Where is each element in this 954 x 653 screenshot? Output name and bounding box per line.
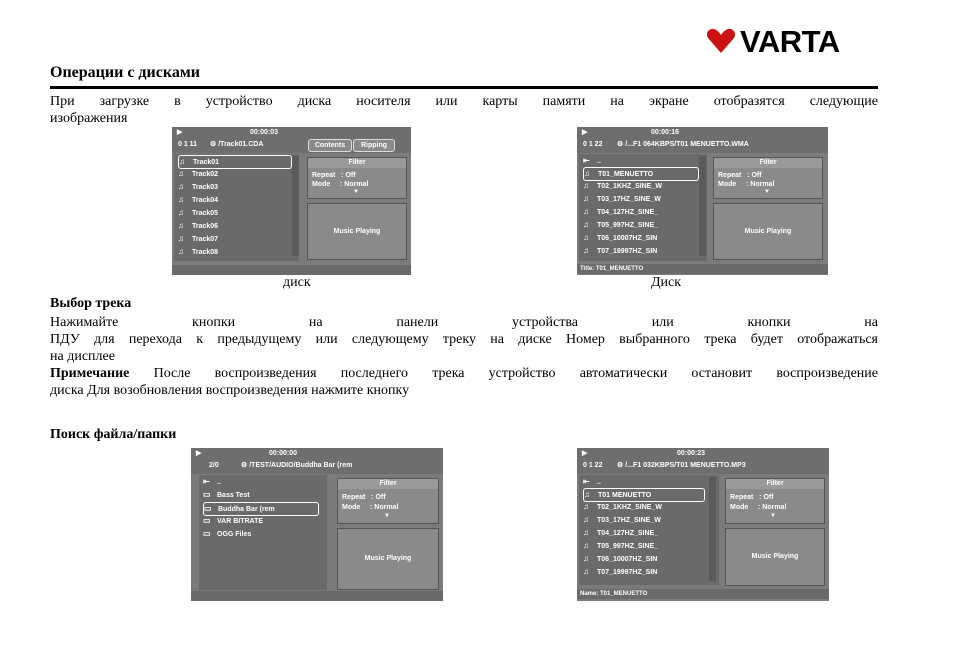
play-icon: ▶ bbox=[582, 129, 588, 136]
screen-mp3-files bbox=[577, 448, 829, 601]
list-item[interactable]: ▭ Buddha Bar (rem bbox=[203, 502, 319, 516]
filter-panel bbox=[713, 157, 823, 199]
mode-setting: Mode : Normal bbox=[312, 181, 369, 188]
status-panel: Music Playing bbox=[713, 203, 823, 260]
list-item[interactable]: ♫ T06_10007HZ_SIN bbox=[583, 554, 658, 563]
music-note-icon: ♫ bbox=[179, 157, 185, 166]
folder-icon: ▭ bbox=[203, 529, 211, 538]
intro-line-1: При загрузке в устройство диска носителя или карты памяти на экране отобразятся следующие bbox=[50, 94, 878, 109]
filter-header[interactable]: Filter bbox=[308, 158, 406, 168]
repeat-setting: Repeat : Off bbox=[718, 172, 762, 179]
dropdown-arrow-icon[interactable]: ▼ bbox=[384, 513, 390, 519]
dropdown-arrow-icon[interactable]: ▼ bbox=[770, 513, 776, 519]
path: ⚙ /Track01.CDA bbox=[210, 141, 264, 148]
list-item[interactable]: ♫ T05_997HZ_SINE_ bbox=[583, 220, 659, 229]
list-item[interactable]: ▭ Bass Test bbox=[203, 490, 250, 499]
list-item[interactable]: ♫ T02_1KHZ_SINE_W bbox=[583, 502, 662, 511]
folder-icon: ▭ bbox=[204, 504, 212, 513]
time: 00:00:23 bbox=[677, 450, 706, 457]
music-note-icon: ♫ bbox=[178, 195, 184, 204]
heart-icon bbox=[706, 28, 736, 54]
list-item[interactable]: ♫ Track04 bbox=[178, 195, 219, 204]
track-position: 2/0 bbox=[209, 462, 219, 469]
varta-logo bbox=[706, 24, 882, 59]
note-label: Примечание bbox=[50, 366, 130, 381]
path: ⚙ /TEST/AUDIO/Buddha Bar (rem bbox=[241, 462, 353, 469]
tab-contents[interactable]: Contents bbox=[308, 139, 352, 152]
music-note-icon: ♫ bbox=[178, 169, 184, 178]
music-note-icon: ♫ bbox=[583, 207, 589, 216]
music-note-icon: ♫ bbox=[583, 541, 589, 550]
track-line-2: ПДУ для перехода к предыдущему или следующему треку на диске Номер выбранного трека будет отображаться bbox=[50, 332, 878, 347]
path: ⚙ /...F1 064KBPS/T01 MENUETTO.WMA bbox=[617, 141, 749, 148]
folder-icon: ▭ bbox=[203, 516, 211, 525]
music-note-icon: ♫ bbox=[584, 490, 590, 499]
folder-up-icon: ⇤ bbox=[203, 477, 210, 486]
screen-folders bbox=[191, 448, 443, 601]
title-divider bbox=[50, 86, 878, 89]
music-note-icon: ♫ bbox=[178, 234, 184, 243]
list-item[interactable]: ♫ Track01 bbox=[178, 155, 292, 169]
section-track-heading: Выбор трека bbox=[50, 296, 132, 311]
scrollbar[interactable] bbox=[699, 156, 706, 256]
footer-bar bbox=[191, 591, 443, 601]
list-item[interactable]: ♫ Track03 bbox=[178, 182, 219, 191]
list-item[interactable]: ⇤ .. bbox=[583, 156, 601, 165]
music-note-icon: ♫ bbox=[583, 181, 589, 190]
repeat-setting: Repeat : Off bbox=[730, 494, 774, 501]
footer-bar: Title: T01_MENUETTO bbox=[577, 264, 828, 274]
list-item[interactable]: ♫ T07_19997HZ_SIN bbox=[583, 567, 658, 576]
caption-left: диск bbox=[283, 275, 311, 290]
music-note-icon: ♫ bbox=[583, 246, 589, 255]
scrollbar[interactable] bbox=[709, 477, 716, 581]
status-panel: Music Playing bbox=[725, 528, 825, 586]
tab-ripping[interactable]: Ripping bbox=[353, 139, 395, 152]
filter-panel bbox=[307, 157, 407, 199]
filter-header[interactable]: Filter bbox=[338, 479, 438, 489]
folder-up-icon: ⇤ bbox=[583, 477, 590, 486]
music-note-icon: ♫ bbox=[584, 169, 590, 178]
list-item[interactable]: ♫ Track02 bbox=[178, 169, 219, 178]
filter-header[interactable]: Filter bbox=[726, 479, 824, 489]
play-icon: ▶ bbox=[582, 450, 588, 457]
filter-header[interactable]: Filter bbox=[714, 158, 822, 168]
screen-wma-files bbox=[577, 127, 828, 275]
list-item[interactable]: ♫ T03_17HZ_SINE_W bbox=[583, 194, 661, 203]
play-icon: ▶ bbox=[177, 129, 183, 136]
repeat-setting: Repeat : Off bbox=[312, 172, 356, 179]
list-item[interactable]: ♫ T06_10007HZ_SIN bbox=[583, 233, 658, 242]
list-item[interactable]: ♫ Track08 bbox=[178, 247, 219, 256]
section-search-heading: Поиск файла/папки bbox=[50, 427, 177, 442]
music-note-icon: ♫ bbox=[178, 247, 184, 256]
brand-name: VARTA bbox=[740, 24, 840, 59]
list-item[interactable]: ♫ T04_127HZ_SINE_ bbox=[583, 528, 659, 537]
scrollbar[interactable] bbox=[292, 156, 299, 256]
path: ⚙ /...F1 032KBPS/T01 MENUETTO.MP3 bbox=[617, 462, 746, 469]
note-line-2: диска Для возобновления воспроизведения нажмите кнопку bbox=[50, 383, 410, 398]
time: 00:00:03 bbox=[250, 129, 279, 136]
music-note-icon: ♫ bbox=[583, 194, 589, 203]
track-position: 0 1 22 bbox=[583, 462, 603, 469]
note-line-1: Примечание После воспроизведения последнего трека устройство автоматически остановит воспроизведение bbox=[50, 366, 879, 381]
track-line-1: Нажимайте кнопки на панели устройства или кнопки на bbox=[50, 315, 878, 330]
list-item[interactable]: ♫ T07_19997HZ_SIN bbox=[583, 246, 658, 255]
filter-panel bbox=[337, 478, 439, 524]
filter-panel bbox=[725, 478, 825, 524]
track-line-3: на дисплее bbox=[50, 349, 115, 364]
list-item[interactable]: ⇤ .. bbox=[583, 477, 601, 486]
time: 00:00:00 bbox=[269, 450, 298, 457]
music-note-icon: ♫ bbox=[583, 528, 589, 537]
list-item[interactable]: ♫ Track05 bbox=[178, 208, 219, 217]
music-note-icon: ♫ bbox=[178, 208, 184, 217]
list-item[interactable]: ⇤ .. bbox=[203, 477, 221, 486]
list-item[interactable]: ♫ Track07 bbox=[178, 234, 219, 243]
music-note-icon: ♫ bbox=[583, 502, 589, 511]
page-title: Операции с дисками bbox=[50, 64, 200, 81]
list-item[interactable]: ♫ T01_MENUETTO bbox=[583, 167, 699, 181]
mode-setting: Mode : Normal bbox=[342, 504, 399, 511]
list-item[interactable]: ♫ T01 MENUETTO bbox=[583, 488, 705, 502]
mode-setting: Mode : Normal bbox=[718, 181, 775, 188]
dropdown-arrow-icon[interactable]: ▼ bbox=[353, 189, 359, 195]
footer-bar bbox=[172, 265, 411, 275]
footer-bar: Name: T01_MENUETTO bbox=[577, 589, 829, 599]
track-position: 0 1 22 bbox=[583, 141, 603, 148]
caption-right: Диск bbox=[651, 275, 682, 290]
mode-setting: Mode : Normal bbox=[730, 504, 787, 511]
music-note-icon: ♫ bbox=[178, 182, 184, 191]
list-item[interactable]: ▭ VAR BITRATE bbox=[203, 516, 264, 525]
list-item[interactable]: ♫ T04_127HZ_SINE_ bbox=[583, 207, 659, 216]
music-note-icon: ♫ bbox=[583, 554, 589, 563]
play-icon: ▶ bbox=[196, 450, 202, 457]
screen-cd-tracks bbox=[172, 127, 411, 275]
music-note-icon: ♫ bbox=[178, 221, 184, 230]
dropdown-arrow-icon[interactable]: ▼ bbox=[764, 189, 770, 195]
music-note-icon: ♫ bbox=[583, 515, 589, 524]
list-item[interactable]: ▭ OGG Files bbox=[203, 529, 252, 538]
track-position: 0 1 11 bbox=[178, 141, 198, 148]
intro-line-2: изображения bbox=[50, 111, 128, 126]
folder-up-icon: ⇤ bbox=[583, 156, 590, 165]
list-item[interactable]: ♫ Track06 bbox=[178, 221, 219, 230]
status-panel: Music Playing bbox=[307, 203, 407, 260]
status-panel: Music Playing bbox=[337, 528, 439, 590]
music-note-icon: ♫ bbox=[583, 567, 589, 576]
time: 00:00:16 bbox=[651, 129, 680, 136]
folder-icon: ▭ bbox=[203, 490, 211, 499]
list-item[interactable]: ♫ T03_17HZ_SINE_W bbox=[583, 515, 661, 524]
music-note-icon: ♫ bbox=[583, 233, 589, 242]
music-note-icon: ♫ bbox=[583, 220, 589, 229]
repeat-setting: Repeat : Off bbox=[342, 494, 386, 501]
list-item[interactable]: ♫ T02_1KHZ_SINE_W bbox=[583, 181, 662, 190]
list-item[interactable]: ♫ T05_997HZ_SINE_ bbox=[583, 541, 659, 550]
